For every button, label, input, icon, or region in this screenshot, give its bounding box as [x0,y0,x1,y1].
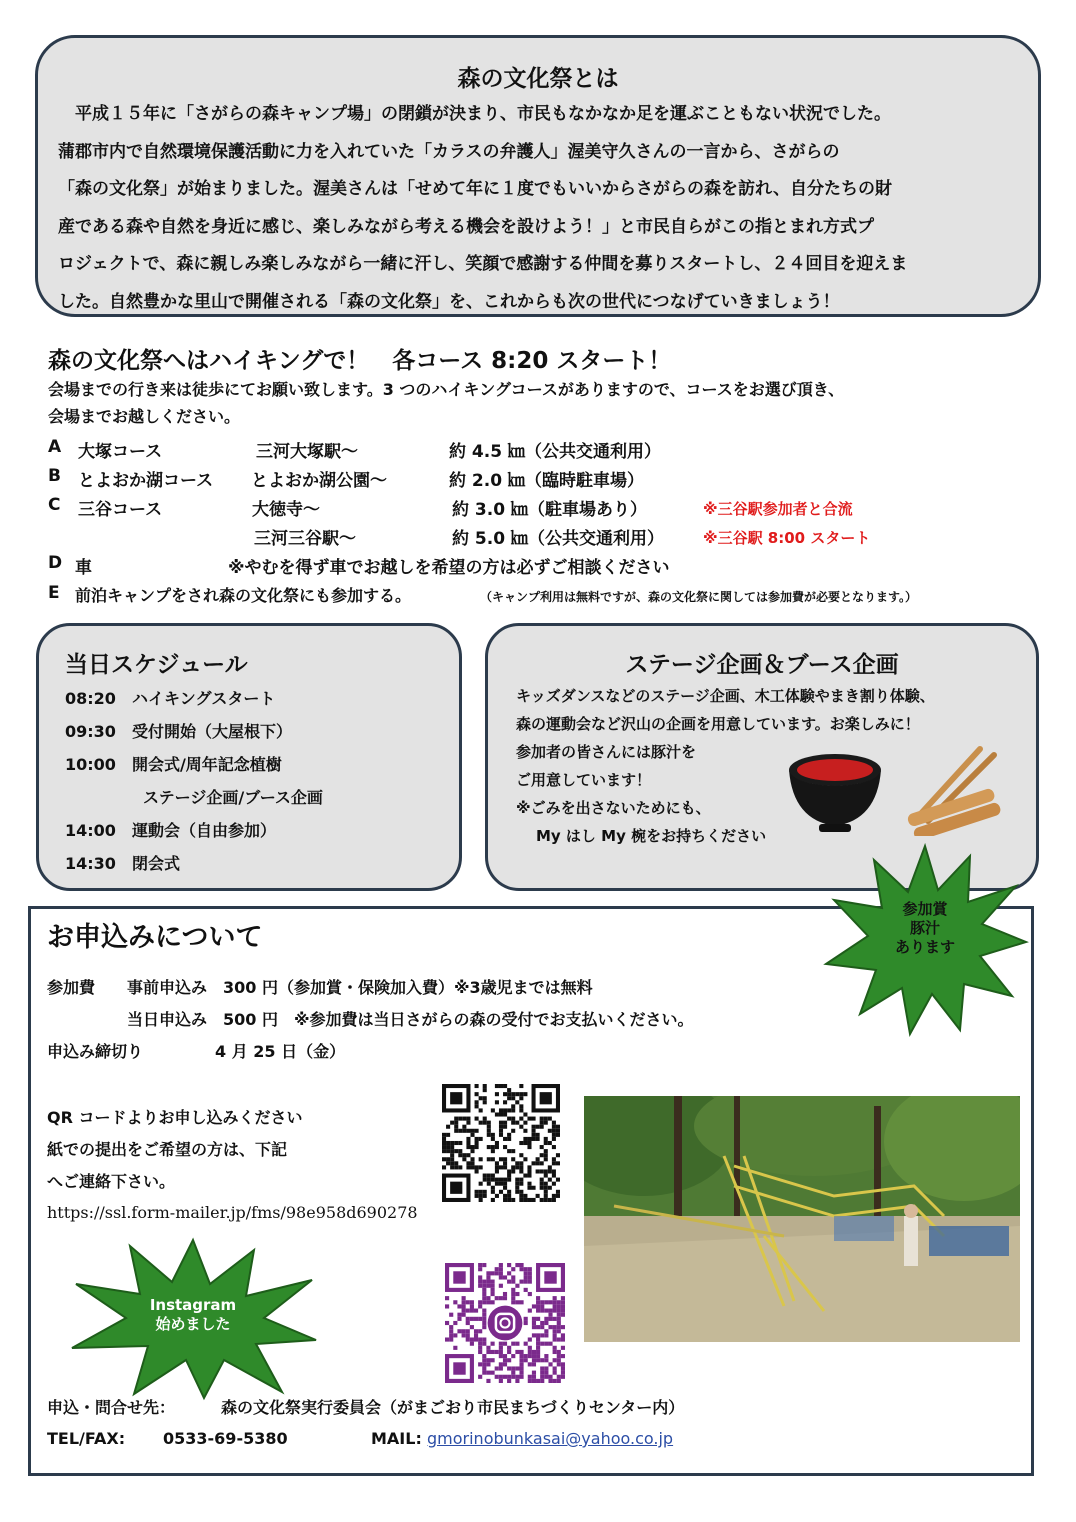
instagram-text [68,1296,318,1334]
schedule-time: 10:00 [65,755,116,774]
schedule-text: ハイキングスタート [131,689,276,708]
course-c-name: 三谷コース [78,500,163,520]
tel-label: TEL/FAX: [47,1429,126,1448]
instagram-text-line: Instagram [149,1296,237,1314]
qr-instruction: 紙での提出をご希望の方は、下記 [47,1140,288,1159]
stage-line: ご用意しています！ [516,771,652,789]
gift-text-line: 参加賞 [902,900,948,918]
deadline-date: 4 月 25 日（金） [215,1042,346,1061]
form-url[interactable]: https://ssl.form-mailer.jp/fms/98e958d690278 [47,1203,418,1222]
schedule-row [65,719,292,742]
instagram-starburst [68,1236,318,1402]
course-c2-note: ※三谷駅 8:00 スタート [703,529,871,547]
course-b-start: とよおか湖公園～ [251,471,387,491]
qr-instruction: QR コードよりお申し込みください [47,1108,303,1127]
course-c-letter: C [48,495,61,515]
forest-event-image [584,1096,1020,1342]
course-c-distance: 約 3.0 ㎞（駐車場あり） [452,500,647,520]
intro-line: ロジェクトで、森に親しみ楽しみながら一緒に汗し、笑顔で感謝する仲間を募りスタートし、２４回目を迎えま [58,254,908,274]
schedule-row [143,785,323,808]
intro-line: 産である森や自然を身近に感じ、楽しみながら考える機会を設けよう！」と市民自らがこの指とまれ方式プ [58,216,874,237]
tel-number: 0533-69-5380 [163,1429,288,1448]
schedule-text: 閉会式 [131,854,180,873]
course-e-text: 前泊キャンプをされ森の文化祭にも参加する。 [75,586,412,605]
intro-body [58,96,1028,321]
course-a-start: 三河大塚駅～ [256,442,358,462]
gift-text-line: あります [894,938,955,956]
hiking-description [48,376,1038,430]
course-d-letter: D [48,553,63,573]
deadline-label: 申込み締切り [47,1042,144,1061]
course-c2-start: 三河三谷駅～ [254,529,356,549]
course-a-letter: A [48,437,62,457]
schedule-row [65,752,282,775]
schedule-row [65,818,276,841]
contact-label: 申込・問合せ先： [47,1398,176,1417]
event-photo [584,1096,1020,1342]
course-a-distance: 約 4.5 ㎞（公共交通利用） [449,442,661,462]
intro-panel [35,35,1041,317]
course-e-letter: E [48,583,60,603]
stage-line: 参加者の皆さんには豚汁を [516,743,697,761]
schedule-row [65,851,180,874]
course-d-name: 車 [75,558,92,578]
intro-title: 森の文化祭とは [457,66,619,92]
stage-title: ステージ企画＆ブース企画 [625,652,899,678]
course-b-letter: B [48,466,61,486]
intro-line: した。自然豊かな里山で開催される「森の文化祭」を、これからも次の世代につなげていきましょう！ [58,291,840,312]
schedule-title: 当日スケジュール [65,652,248,678]
schedule-time: 09:30 [65,722,116,741]
mail-label: MAIL: [371,1429,422,1448]
schedule-time: 08:20 [65,689,116,708]
schedule-row [65,686,275,709]
hiking-desc-line: 会場までお越しください。 [48,407,241,426]
chopsticks-icon [898,741,1008,836]
hiking-title: 森の文化祭へはハイキングで！ 各コース 8:20 スタート！ [48,348,672,374]
form-qr-code[interactable] [442,1084,560,1202]
application-title: お申込みについて [47,922,263,953]
intro-line: 「森の文化祭」が始まりました。渥美さんは「せめて年に１度でもいいからさがらの森を訪れ、自分たちの財 [58,179,893,199]
instagram-text-line: 始めました [155,1315,231,1333]
schedule-time: 14:30 [65,854,116,873]
qr-instruction: へご連絡下さい。 [47,1172,176,1191]
fee-advance: 事前申込み 300 円（参加賞・保険加入費）※3歳児までは無料 [127,978,593,997]
course-e-note: （キャンプ利用は無料ですが、森の文化祭に関しては参加費が必要となります。） [480,590,918,604]
course-d-note: ※やむを得ず車でお越しを希望の方は必ずご相談ください [228,558,670,578]
mail-address[interactable]: gmorinobunkasai@yahoo.co.jp [427,1429,674,1448]
stage-line: My はし My 椀をお持ちください [536,827,767,845]
gift-text-line: 豚汁 [909,919,940,937]
course-b-name: とよおか湖コース [78,471,214,491]
course-c2-distance: 約 5.0 ㎞（公共交通利用） [452,529,664,549]
stage-line: ※ごみを出さないためにも、 [516,799,711,817]
course-b-distance: 約 2.0 ㎞（臨時駐車場） [449,471,644,491]
schedule-text: 運動会（自由参加） [131,821,276,840]
schedule-panel [36,623,462,891]
schedule-text: 受付開始（大屋根下） [131,722,292,741]
stage-line: 森の運動会など沢山の企画を用意しています。お楽しみに！ [516,715,920,733]
soup-bowl-icon [783,748,893,848]
fee-same-day: 当日申込み 500 円 ※参加費は当日さがらの森の受付でお支払いください。 [127,1010,694,1029]
stage-line: キッズダンスなどのステージ企画、木工体験やまき割り体験、 [516,687,935,705]
course-c-note: ※三谷駅参加者と合流 [703,500,853,518]
gift-text [820,900,1030,957]
intro-line: 蒲郡市内で自然環境保護活動に力を入れていた「カラスの弁護人」渥美守久さんの一言から、さがらの [58,141,840,162]
course-a-name: 大塚コース [78,442,163,462]
schedule-text: 開会式/周年記念植樹 [131,755,282,774]
gift-starburst [820,838,1030,1038]
hiking-desc-line: 会場までの行き来は徒歩にてお願い致します。3 つのハイキングコースがありますので、コースをお選び頂き、 [48,380,845,399]
instagram-qr-code[interactable] [445,1263,565,1383]
contact-organization: 森の文化祭実行委員会（がまごおり市民まちづくりセンター内） [221,1398,685,1417]
intro-line: 平成１５年に「さがらの森キャンプ場」の閉鎖が決まり、市民もなかなか足を運ぶこともない状況でした。 [58,104,891,124]
schedule-time: 14:00 [65,821,116,840]
schedule-text: ステージ企画/ブース企画 [143,788,323,807]
course-c-start: 大徳寺～ [252,500,320,520]
fee-label: 参加費 [47,978,96,997]
